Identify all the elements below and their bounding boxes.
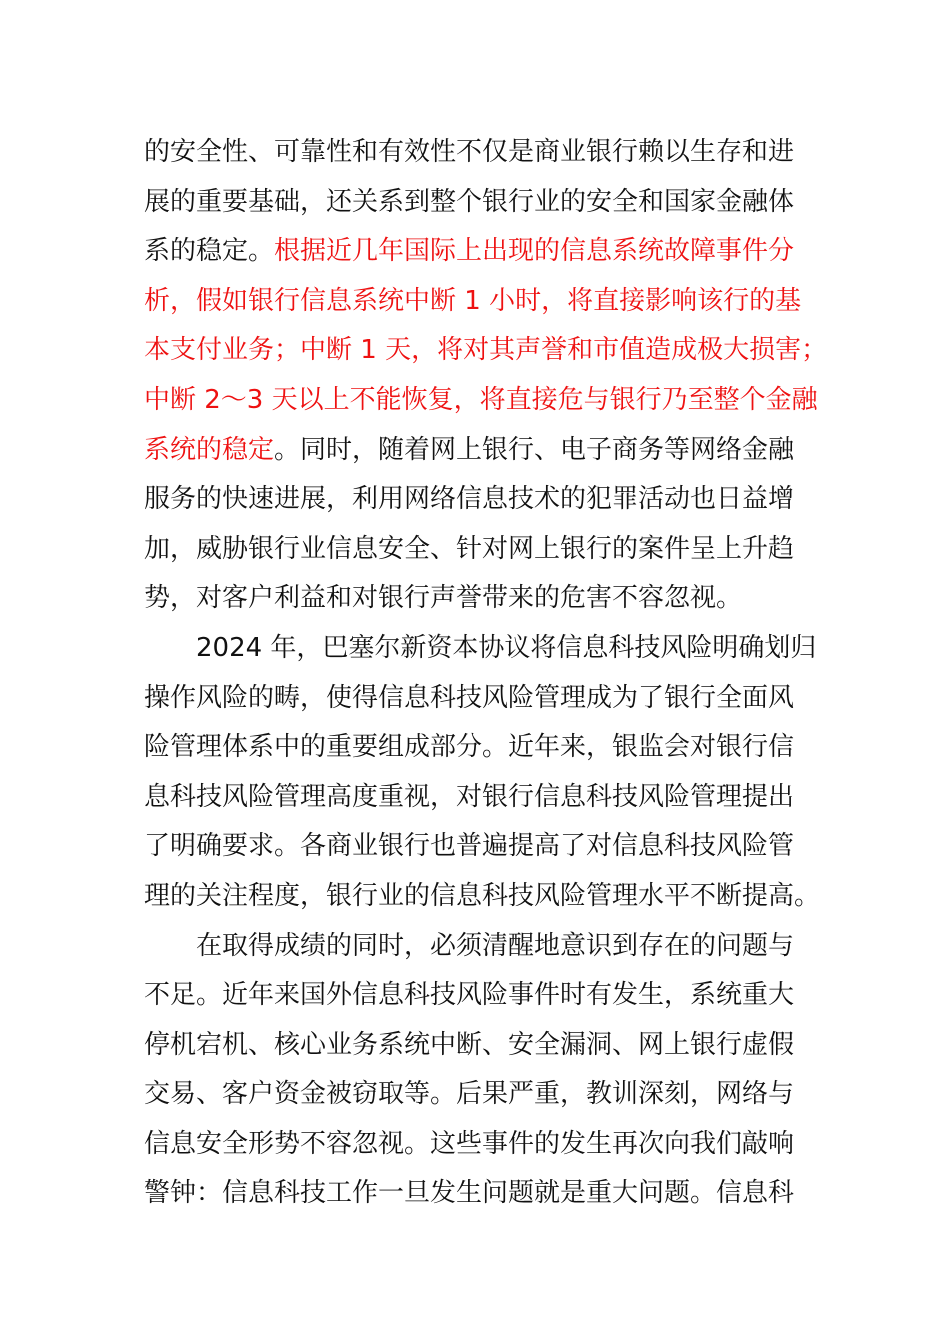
paragraph-2 [144,624,821,922]
highlighted-text: 根据近几年国际上出现的信息系统故障事件分 [274,236,795,267]
paragraph-line: 加，威胁银行业信息安全、针对网上银行的案件呈上升趋 [144,533,795,564]
paragraph-line [144,227,814,277]
paragraph-line [144,426,814,476]
paragraph-line: 停机宕机、核心业务系统中断、安全漏洞、网上银行虚假 [144,1029,795,1060]
paragraph-line-indented: 2024 年，巴塞尔新资本协议将信息科技风险明确划归 [196,632,817,663]
paragraph-line: 险管理体系中的重要组成部分。近年来，银监会对银行信 [144,732,795,763]
document-body [144,128,828,1219]
paragraph-3 [144,922,814,1220]
normal-text: 系的稳定。 [144,236,275,267]
paragraph-line: 信息安全形势不容忽视。这些事件的发生再次向我们敲响 [144,1128,795,1159]
paragraph-1 [144,128,828,624]
paragraph-line: 展的重要基础，还关系到整个银行业的安全和国家金融体 [144,186,795,217]
paragraph-line: 理的关注程度，银行业的信息科技风险管理水平不断提高。 [144,880,821,911]
paragraph-line-indented: 在取得成绩的同时，必须清醒地意识到存在的问题与 [196,930,795,961]
paragraph-line: 操作风险的畴，使得信息科技风险管理成为了银行全面风 [144,682,795,713]
paragraph-line: 交易、客户资金被窃取等。后果严重，教训深刻，网络与 [144,1079,795,1110]
paragraph-line: 息科技风险管理高度重视，对银行信息科技风险管理提出 [144,781,795,812]
highlighted-line: 中断 2～3 天以上不能恢复，将直接危与银行乃至整个金融 [144,384,818,415]
paragraph-line: 服务的快速进展，利用网络信息技术的犯罪活动也日益增 [144,484,795,515]
paragraph-line: 势，对客户利益和对银行声誉带来的危害不容忽视。 [144,583,743,614]
paragraph-line: 警钟：信息科技工作一旦发生问题就是重大问题。信息科 [144,1178,795,1209]
highlighted-text: 系统的稳定 [144,434,275,465]
highlighted-line: 析，假如银行信息系统中断 1 小时，将直接影响该行的基 [144,285,802,316]
paragraph-line: 了明确要求。各商业银行也普遍提高了对信息科技风险管 [144,831,795,862]
normal-text: 。同时，随着网上银行、电子商务等网络金融 [274,434,795,465]
paragraph-line: 不足。近年来国外信息科技风险事件时有发生，系统重大 [144,980,795,1011]
paragraph-line: 的安全性、可靠性和有效性不仅是商业银行赖以生存和进 [144,137,795,167]
highlighted-line: 本支付业务；中断 1 天，将对其声誉和市值造成极大损害； [144,335,828,366]
